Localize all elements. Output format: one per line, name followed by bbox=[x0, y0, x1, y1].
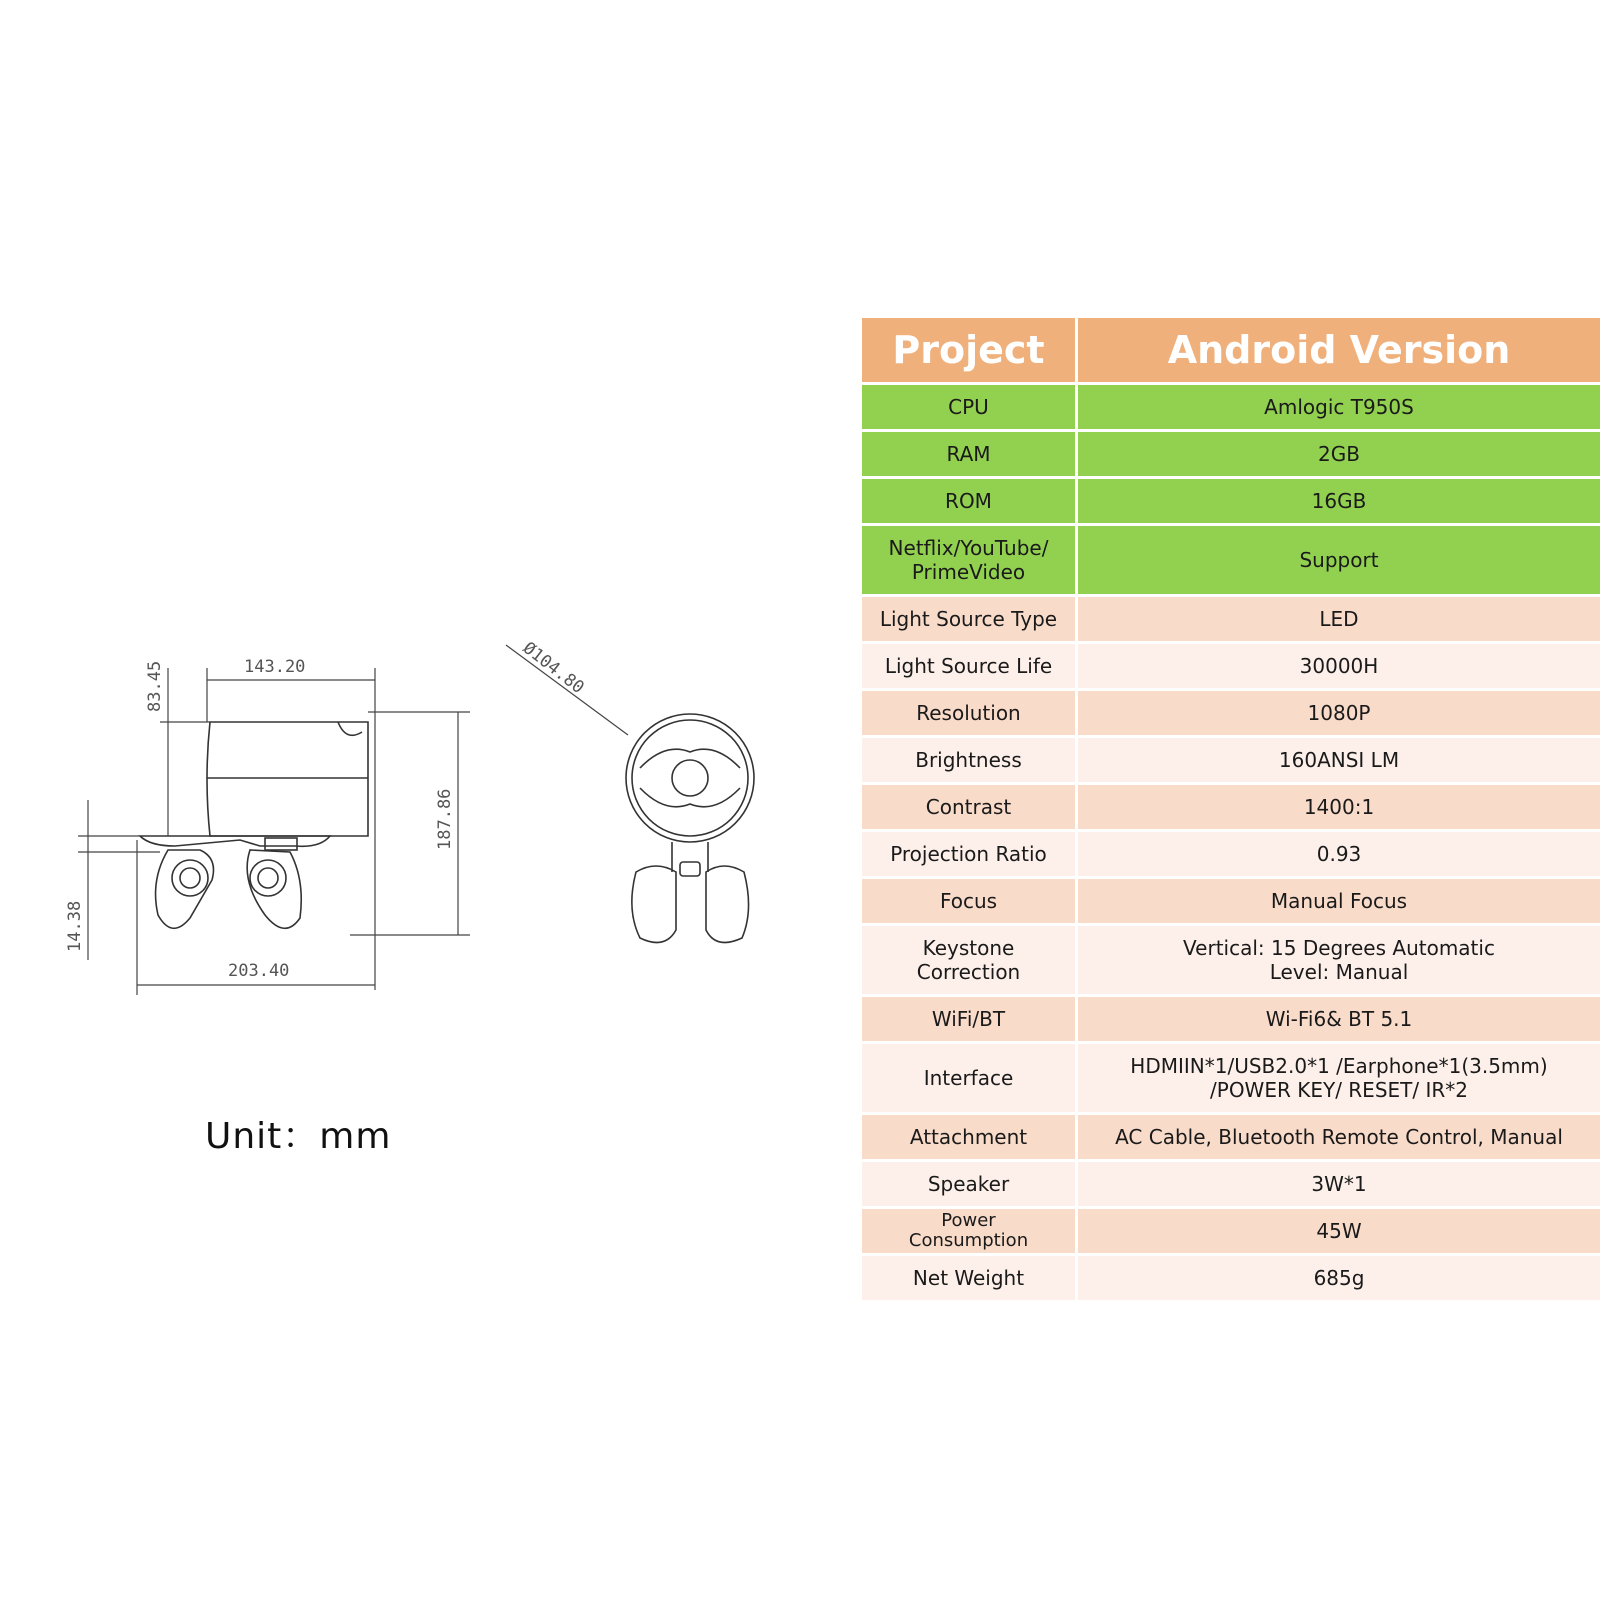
spec-label: CPU bbox=[862, 385, 1075, 429]
table-row bbox=[862, 997, 1600, 1041]
dim-height-left: 83.45 bbox=[145, 660, 165, 712]
spec-value: Wi-Fi6& BT 5.1 bbox=[1078, 997, 1600, 1041]
spec-label: Netflix/YouTube/ PrimeVideo bbox=[862, 526, 1075, 594]
table-row bbox=[862, 1044, 1600, 1112]
dim-width-top: 143.20 bbox=[244, 657, 306, 677]
table-row bbox=[862, 1209, 1600, 1253]
spec-label: RAM bbox=[862, 432, 1075, 476]
table-row bbox=[862, 785, 1600, 829]
spec-value: 1400:1 bbox=[1078, 785, 1600, 829]
spec-label: Brightness bbox=[862, 738, 1075, 782]
header-android-version: Android Version bbox=[1078, 318, 1600, 382]
spec-label: Contrast bbox=[862, 785, 1075, 829]
spec-value: 1080P bbox=[1078, 691, 1600, 735]
spec-value: 685g bbox=[1078, 1256, 1600, 1300]
spec-value: Amlogic T950S bbox=[1078, 385, 1600, 429]
spec-label: Light Source Life bbox=[862, 644, 1075, 688]
table-row bbox=[862, 1256, 1600, 1300]
dim-diameter: Ø104.80 bbox=[518, 638, 588, 699]
side-view-body bbox=[207, 722, 368, 836]
spec-table bbox=[862, 318, 1600, 1303]
header-project: Project bbox=[862, 318, 1075, 382]
spec-value: 2GB bbox=[1078, 432, 1600, 476]
spec-value: AC Cable, Bluetooth Remote Control, Manual bbox=[1078, 1115, 1600, 1159]
spec-value: HDMIIN*1/USB2.0*1 /Earphone*1(3.5mm) /POWER KEY/ RESET/ IR*2 bbox=[1078, 1044, 1600, 1112]
spec-value: 3W*1 bbox=[1078, 1162, 1600, 1206]
spec-label: Interface bbox=[862, 1044, 1075, 1112]
spec-label: ROM bbox=[862, 479, 1075, 523]
spec-value: 0.93 bbox=[1078, 832, 1600, 876]
table-row bbox=[862, 879, 1600, 923]
table-row bbox=[862, 479, 1600, 523]
spec-label: WiFi/BT bbox=[862, 997, 1075, 1041]
table-row bbox=[862, 597, 1600, 641]
front-view-outer-ring bbox=[626, 714, 754, 842]
table-row bbox=[862, 738, 1600, 782]
table-row bbox=[862, 526, 1600, 594]
spec-value: 45W bbox=[1078, 1209, 1600, 1253]
table-row bbox=[862, 385, 1600, 429]
spec-value: Manual Focus bbox=[1078, 879, 1600, 923]
table-row bbox=[862, 1162, 1600, 1206]
table-row bbox=[862, 644, 1600, 688]
spec-label: Attachment bbox=[862, 1115, 1075, 1159]
spec-label: Keystone Correction bbox=[862, 926, 1075, 994]
spec-value: Support bbox=[1078, 526, 1600, 594]
spec-label: Net Weight bbox=[862, 1256, 1075, 1300]
front-view-leg-left bbox=[632, 866, 676, 943]
spec-label: Focus bbox=[862, 879, 1075, 923]
spec-label: Light Source Type bbox=[862, 597, 1075, 641]
dim-width-bottom: 203.40 bbox=[228, 961, 290, 981]
unit-label: Unit：mm bbox=[205, 1116, 392, 1157]
table-body bbox=[862, 385, 1600, 1300]
table-header-row bbox=[862, 318, 1600, 382]
front-view-leg-right bbox=[706, 866, 749, 943]
spec-value: 30000H bbox=[1078, 644, 1600, 688]
table-row bbox=[862, 1115, 1600, 1159]
spec-value: Vertical: 15 Degrees Automatic Level: Manual bbox=[1078, 926, 1600, 994]
spec-value: LED bbox=[1078, 597, 1600, 641]
spec-label: Resolution bbox=[862, 691, 1075, 735]
spec-label: Power Consumption bbox=[862, 1209, 1075, 1253]
spec-label: Projection Ratio bbox=[862, 832, 1075, 876]
table-row bbox=[862, 691, 1600, 735]
dim-foot-height: 14.38 bbox=[65, 900, 85, 952]
spec-value: 16GB bbox=[1078, 479, 1600, 523]
table-row bbox=[862, 926, 1600, 994]
spec-label: Speaker bbox=[862, 1162, 1075, 1206]
side-view-stand bbox=[140, 836, 330, 846]
dim-height-right: 187.86 bbox=[435, 788, 455, 850]
table-row bbox=[862, 432, 1600, 476]
table-row bbox=[862, 832, 1600, 876]
spec-value: 160ANSI LM bbox=[1078, 738, 1600, 782]
